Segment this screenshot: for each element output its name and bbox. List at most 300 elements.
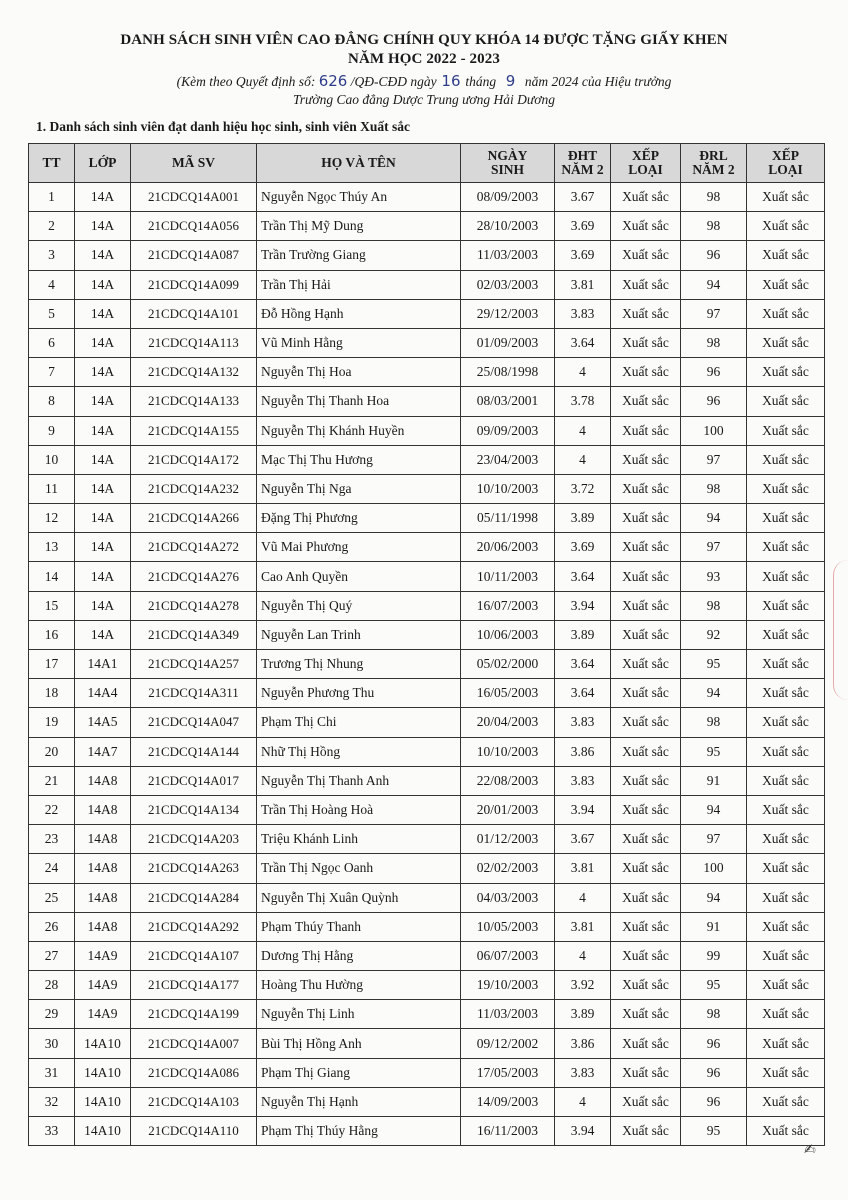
cell-xl2: Xuất sắc [747, 854, 825, 883]
cell-tt: 14 [29, 562, 75, 591]
cell-name: Vũ Minh Hằng [257, 328, 461, 357]
cell-drl: 91 [681, 766, 747, 795]
cell-tt: 33 [29, 1117, 75, 1146]
cell-lop: 14A9 [75, 941, 131, 970]
cell-drl: 98 [681, 1000, 747, 1029]
cell-name: Mạc Thị Thu Hương [257, 445, 461, 474]
cell-lop: 14A10 [75, 1087, 131, 1116]
table-row [29, 912, 825, 941]
cell-name: Dương Thị Hằng [257, 941, 461, 970]
cell-tt: 17 [29, 650, 75, 679]
cell-dob: 10/10/2003 [461, 737, 555, 766]
cell-code: 21CDCQ14A276 [131, 562, 257, 591]
cell-dht: 3.81 [555, 912, 611, 941]
decision-number: 626 [318, 72, 348, 90]
cell-drl: 97 [681, 533, 747, 562]
cell-xl2: Xuất sắc [747, 620, 825, 649]
cell-code: 21CDCQ14A113 [131, 328, 257, 357]
cell-lop: 14A [75, 358, 131, 387]
cell-name: Trần Thị Hoàng Hoà [257, 795, 461, 824]
cell-tt: 30 [29, 1029, 75, 1058]
cell-drl: 96 [681, 358, 747, 387]
cell-code: 21CDCQ14A017 [131, 766, 257, 795]
cell-name: Phạm Thị Chi [257, 708, 461, 737]
cell-tt: 31 [29, 1058, 75, 1087]
cell-xl1: Xuất sắc [611, 971, 681, 1000]
cell-name: Nguyễn Thị Hạnh [257, 1087, 461, 1116]
cell-code: 21CDCQ14A232 [131, 474, 257, 503]
section-title: 1. Danh sách sinh viên đạt danh hiệu học sinh, sinh viên Xuất sắc [36, 119, 410, 134]
cell-lop: 14A10 [75, 1058, 131, 1087]
cell-code: 21CDCQ14A110 [131, 1117, 257, 1146]
cell-dht: 4 [555, 445, 611, 474]
cell-name: Nguyễn Thị Linh [257, 1000, 461, 1029]
cell-xl1: Xuất sắc [611, 183, 681, 212]
table-row [29, 183, 825, 212]
cell-dob: 10/10/2003 [461, 474, 555, 503]
cell-name: Nguyễn Thị Khánh Huyền [257, 416, 461, 445]
cell-dht: 3.83 [555, 766, 611, 795]
cell-name: Trần Thị Ngọc Oanh [257, 854, 461, 883]
cell-lop: 14A [75, 183, 131, 212]
cell-name: Phạm Thị Thúy Hằng [257, 1117, 461, 1146]
cell-lop: 14A [75, 416, 131, 445]
cell-tt: 9 [29, 416, 75, 445]
cell-dob: 06/07/2003 [461, 941, 555, 970]
cell-tt: 20 [29, 737, 75, 766]
cell-drl: 98 [681, 591, 747, 620]
cell-drl: 96 [681, 1029, 747, 1058]
cell-dob: 11/03/2003 [461, 1000, 555, 1029]
cell-code: 21CDCQ14A134 [131, 795, 257, 824]
cell-dob: 25/08/1998 [461, 358, 555, 387]
cell-dht: 3.67 [555, 825, 611, 854]
cell-xl2: Xuất sắc [747, 679, 825, 708]
col-lop: LỚP [75, 144, 131, 183]
cell-dht: 3.86 [555, 1029, 611, 1058]
cell-xl1: Xuất sắc [611, 679, 681, 708]
cell-xl2: Xuất sắc [747, 299, 825, 328]
cell-name: Triệu Khánh Linh [257, 825, 461, 854]
cell-tt: 22 [29, 795, 75, 824]
cell-xl1: Xuất sắc [611, 620, 681, 649]
cell-dob: 20/04/2003 [461, 708, 555, 737]
cell-code: 21CDCQ14A107 [131, 941, 257, 970]
col-ngaysinh: NGÀY SINH [461, 144, 555, 183]
cell-tt: 5 [29, 299, 75, 328]
cell-name: Đỗ Hồng Hạnh [257, 299, 461, 328]
cell-tt: 16 [29, 620, 75, 649]
cell-drl: 94 [681, 504, 747, 533]
cell-dht: 3.92 [555, 971, 611, 1000]
cell-name: Nguyễn Lan Trinh [257, 620, 461, 649]
cell-drl: 100 [681, 854, 747, 883]
cell-dob: 16/05/2003 [461, 679, 555, 708]
cell-dht: 3.64 [555, 650, 611, 679]
cell-dht: 3.69 [555, 533, 611, 562]
cell-code: 21CDCQ14A199 [131, 1000, 257, 1029]
red-stamp-edge [833, 560, 848, 700]
cell-dob: 05/02/2000 [461, 650, 555, 679]
cell-xl2: Xuất sắc [747, 883, 825, 912]
cell-xl2: Xuất sắc [747, 766, 825, 795]
cell-code: 21CDCQ14A101 [131, 299, 257, 328]
col-dht: ĐHT NĂM 2 [555, 144, 611, 183]
table-row [29, 1000, 825, 1029]
cell-name: Phạm Thị Giang [257, 1058, 461, 1087]
cell-code: 21CDCQ14A284 [131, 883, 257, 912]
cell-xl1: Xuất sắc [611, 241, 681, 270]
cell-xl1: Xuất sắc [611, 708, 681, 737]
cell-lop: 14A [75, 212, 131, 241]
cell-dht: 3.89 [555, 1000, 611, 1029]
cell-lop: 14A9 [75, 1000, 131, 1029]
cell-drl: 97 [681, 825, 747, 854]
cell-xl2: Xuất sắc [747, 941, 825, 970]
table-row [29, 766, 825, 795]
cell-lop: 14A7 [75, 737, 131, 766]
cell-code: 21CDCQ14A203 [131, 825, 257, 854]
cell-lop: 14A [75, 504, 131, 533]
cell-lop: 14A [75, 299, 131, 328]
cell-lop: 14A [75, 533, 131, 562]
cell-xl1: Xuất sắc [611, 941, 681, 970]
cell-dht: 3.64 [555, 562, 611, 591]
table-row [29, 358, 825, 387]
cell-drl: 94 [681, 270, 747, 299]
cell-tt: 6 [29, 328, 75, 357]
cell-dob: 14/09/2003 [461, 1087, 555, 1116]
table-row [29, 241, 825, 270]
cell-xl2: Xuất sắc [747, 474, 825, 503]
cell-dht: 3.69 [555, 212, 611, 241]
cell-xl1: Xuất sắc [611, 212, 681, 241]
cell-xl2: Xuất sắc [747, 445, 825, 474]
table-header-row [29, 144, 825, 183]
cell-xl2: Xuất sắc [747, 912, 825, 941]
col-drl: ĐRL NĂM 2 [681, 144, 747, 183]
school-name: Trường Cao đẳng Dược Trung ương Hải Dương [293, 92, 555, 107]
cell-dht: 3.69 [555, 241, 611, 270]
cell-xl1: Xuất sắc [611, 270, 681, 299]
cell-dob: 01/09/2003 [461, 328, 555, 357]
cell-tt: 13 [29, 533, 75, 562]
table-row [29, 650, 825, 679]
cell-tt: 24 [29, 854, 75, 883]
table-row [29, 387, 825, 416]
cell-code: 21CDCQ14A172 [131, 445, 257, 474]
cell-drl: 94 [681, 795, 747, 824]
cell-tt: 23 [29, 825, 75, 854]
table-row [29, 854, 825, 883]
table-row [29, 328, 825, 357]
cell-drl: 98 [681, 474, 747, 503]
cell-dob: 05/11/1998 [461, 504, 555, 533]
cell-drl: 98 [681, 183, 747, 212]
table-row [29, 591, 825, 620]
cell-code: 21CDCQ14A007 [131, 1029, 257, 1058]
cell-tt: 8 [29, 387, 75, 416]
cell-name: Trần Thị Mỹ Dung [257, 212, 461, 241]
cell-tt: 10 [29, 445, 75, 474]
cell-drl: 96 [681, 241, 747, 270]
cell-tt: 28 [29, 971, 75, 1000]
cell-drl: 95 [681, 971, 747, 1000]
table-row [29, 1117, 825, 1146]
cell-xl1: Xuất sắc [611, 854, 681, 883]
cell-xl2: Xuất sắc [747, 241, 825, 270]
cell-lop: 14A [75, 562, 131, 591]
cell-drl: 91 [681, 912, 747, 941]
cell-xl1: Xuất sắc [611, 766, 681, 795]
cell-tt: 29 [29, 1000, 75, 1029]
col-xeploai-2: XẾP LOẠI [747, 144, 825, 183]
cell-dht: 4 [555, 416, 611, 445]
table-row [29, 883, 825, 912]
cell-xl1: Xuất sắc [611, 737, 681, 766]
cell-tt: 32 [29, 1087, 75, 1116]
cell-dob: 10/06/2003 [461, 620, 555, 649]
decision-text-a: (Kèm theo Quyết định số: [176, 74, 316, 89]
table-row [29, 445, 825, 474]
cell-dht: 3.94 [555, 1117, 611, 1146]
cell-xl1: Xuất sắc [611, 1000, 681, 1029]
cell-drl: 96 [681, 1087, 747, 1116]
cell-drl: 95 [681, 1117, 747, 1146]
cell-tt: 2 [29, 212, 75, 241]
cell-name: Đặng Thị Phương [257, 504, 461, 533]
cell-dht: 3.64 [555, 328, 611, 357]
cell-dob: 08/09/2003 [461, 183, 555, 212]
cell-tt: 15 [29, 591, 75, 620]
cell-lop: 14A8 [75, 912, 131, 941]
cell-xl2: Xuất sắc [747, 1087, 825, 1116]
cell-dob: 23/04/2003 [461, 445, 555, 474]
cell-tt: 7 [29, 358, 75, 387]
cell-xl2: Xuất sắc [747, 971, 825, 1000]
cell-dht: 4 [555, 358, 611, 387]
cell-dht: 3.72 [555, 474, 611, 503]
table-row [29, 1087, 825, 1116]
cell-xl2: Xuất sắc [747, 533, 825, 562]
cell-code: 21CDCQ14A278 [131, 591, 257, 620]
decision-text-c: tháng [465, 74, 497, 89]
document-title: DANH SÁCH SINH VIÊN CAO ĐẲNG CHÍNH QUY KHÓA 14 ĐƯỢC TẶNG GIẤY KHEN [120, 32, 728, 48]
cell-name: Nguyễn Thị Nga [257, 474, 461, 503]
col-xeploai-1: XẾP LOẠI [611, 144, 681, 183]
cell-name: Nguyễn Thị Xuân Quỳnh [257, 883, 461, 912]
cell-lop: 14A [75, 445, 131, 474]
cell-dht: 3.67 [555, 183, 611, 212]
table-row [29, 504, 825, 533]
cell-tt: 27 [29, 941, 75, 970]
cell-dht: 3.81 [555, 270, 611, 299]
cell-code: 21CDCQ14A272 [131, 533, 257, 562]
cell-name: Nguyễn Ngọc Thúy An [257, 183, 461, 212]
cell-xl2: Xuất sắc [747, 270, 825, 299]
cell-xl1: Xuất sắc [611, 1117, 681, 1146]
cell-lop: 14A8 [75, 795, 131, 824]
cell-code: 21CDCQ14A266 [131, 504, 257, 533]
cell-xl1: Xuất sắc [611, 1087, 681, 1116]
cell-xl1: Xuất sắc [611, 1029, 681, 1058]
table-row [29, 679, 825, 708]
cell-code: 21CDCQ14A132 [131, 358, 257, 387]
col-masv: MÃ SV [131, 144, 257, 183]
cell-xl1: Xuất sắc [611, 474, 681, 503]
cell-xl1: Xuất sắc [611, 416, 681, 445]
cell-name: Nguyễn Thị Quý [257, 591, 461, 620]
cell-code: 21CDCQ14A086 [131, 1058, 257, 1087]
cell-xl1: Xuất sắc [611, 1058, 681, 1087]
cell-name: Cao Anh Quyền [257, 562, 461, 591]
cell-xl1: Xuất sắc [611, 387, 681, 416]
cell-name: Trần Trường Giang [257, 241, 461, 270]
cell-xl2: Xuất sắc [747, 1058, 825, 1087]
cell-xl1: Xuất sắc [611, 591, 681, 620]
cell-xl1: Xuất sắc [611, 299, 681, 328]
cell-xl1: Xuất sắc [611, 795, 681, 824]
cell-dob: 16/07/2003 [461, 591, 555, 620]
cell-tt: 25 [29, 883, 75, 912]
cell-drl: 98 [681, 708, 747, 737]
table-row [29, 474, 825, 503]
cell-name: Nhữ Thị Hồng [257, 737, 461, 766]
cell-dob: 17/05/2003 [461, 1058, 555, 1087]
cell-lop: 14A8 [75, 854, 131, 883]
table-row [29, 795, 825, 824]
cell-dht: 4 [555, 941, 611, 970]
cell-xl1: Xuất sắc [611, 504, 681, 533]
cell-dob: 04/03/2003 [461, 883, 555, 912]
cell-dob: 10/11/2003 [461, 562, 555, 591]
cell-name: Nguyễn Thị Thanh Hoa [257, 387, 461, 416]
cell-drl: 98 [681, 328, 747, 357]
cell-tt: 12 [29, 504, 75, 533]
cell-lop: 14A10 [75, 1029, 131, 1058]
cell-xl1: Xuất sắc [611, 328, 681, 357]
cell-drl: 95 [681, 737, 747, 766]
cell-drl: 97 [681, 299, 747, 328]
cell-dob: 01/12/2003 [461, 825, 555, 854]
cell-xl1: Xuất sắc [611, 562, 681, 591]
cell-xl2: Xuất sắc [747, 328, 825, 357]
cell-xl1: Xuất sắc [611, 358, 681, 387]
cell-code: 21CDCQ14A311 [131, 679, 257, 708]
col-tt: TT [29, 144, 75, 183]
cell-code: 21CDCQ14A292 [131, 912, 257, 941]
cell-name: Vũ Mai Phương [257, 533, 461, 562]
cell-xl1: Xuất sắc [611, 533, 681, 562]
decision-day: 16 [441, 72, 461, 90]
cell-xl2: Xuất sắc [747, 212, 825, 241]
cell-code: 21CDCQ14A349 [131, 620, 257, 649]
cell-drl: 96 [681, 1058, 747, 1087]
decision-text-b: /QĐ-CĐD ngày [350, 74, 437, 89]
cell-dht: 3.94 [555, 591, 611, 620]
col-hoten: HỌ VÀ TÊN [257, 144, 461, 183]
cell-dht: 3.86 [555, 737, 611, 766]
cell-dht: 4 [555, 1087, 611, 1116]
cell-tt: 4 [29, 270, 75, 299]
cell-name: Hoàng Thu Hường [257, 971, 461, 1000]
table-row [29, 533, 825, 562]
cell-lop: 14A8 [75, 825, 131, 854]
cell-lop: 14A10 [75, 1117, 131, 1146]
cell-drl: 97 [681, 445, 747, 474]
school-year: NĂM HỌC 2022 - 2023 [348, 51, 500, 67]
cell-drl: 96 [681, 387, 747, 416]
cell-dob: 22/08/2003 [461, 766, 555, 795]
cell-lop: 14A [75, 620, 131, 649]
cell-xl2: Xuất sắc [747, 183, 825, 212]
table-row [29, 1029, 825, 1058]
student-table [28, 143, 825, 1146]
decision-reference [0, 72, 848, 90]
cell-lop: 14A4 [75, 679, 131, 708]
cell-lop: 14A [75, 328, 131, 357]
cell-dob: 19/10/2003 [461, 971, 555, 1000]
cell-code: 21CDCQ14A001 [131, 183, 257, 212]
cell-lop: 14A8 [75, 766, 131, 795]
initial-mark-icon: ✍ [804, 1142, 816, 1158]
decision-text-d: năm 2024 của Hiệu trưởng [524, 74, 672, 89]
cell-drl: 92 [681, 620, 747, 649]
cell-dob: 20/01/2003 [461, 795, 555, 824]
cell-xl2: Xuất sắc [747, 708, 825, 737]
table-row [29, 416, 825, 445]
table-row [29, 212, 825, 241]
cell-xl2: Xuất sắc [747, 562, 825, 591]
cell-lop: 14A8 [75, 883, 131, 912]
table-row [29, 971, 825, 1000]
cell-dht: 3.78 [555, 387, 611, 416]
table-row [29, 270, 825, 299]
cell-tt: 3 [29, 241, 75, 270]
cell-code: 21CDCQ14A177 [131, 971, 257, 1000]
cell-lop: 14A [75, 387, 131, 416]
cell-code: 21CDCQ14A257 [131, 650, 257, 679]
cell-xl2: Xuất sắc [747, 1117, 825, 1146]
cell-code: 21CDCQ14A087 [131, 241, 257, 270]
cell-code: 21CDCQ14A103 [131, 1087, 257, 1116]
cell-xl1: Xuất sắc [611, 650, 681, 679]
cell-lop: 14A9 [75, 971, 131, 1000]
cell-xl2: Xuất sắc [747, 416, 825, 445]
cell-lop: 14A [75, 591, 131, 620]
cell-xl2: Xuất sắc [747, 737, 825, 766]
cell-drl: 99 [681, 941, 747, 970]
cell-drl: 98 [681, 212, 747, 241]
decision-month: 9 [505, 72, 516, 90]
cell-tt: 11 [29, 474, 75, 503]
cell-xl2: Xuất sắc [747, 358, 825, 387]
cell-dob: 11/03/2003 [461, 241, 555, 270]
cell-code: 21CDCQ14A133 [131, 387, 257, 416]
cell-dob: 09/12/2002 [461, 1029, 555, 1058]
table-row [29, 825, 825, 854]
cell-name: Trương Thị Nhung [257, 650, 461, 679]
cell-xl2: Xuất sắc [747, 591, 825, 620]
cell-dht: 3.81 [555, 854, 611, 883]
cell-xl2: Xuất sắc [747, 825, 825, 854]
cell-code: 21CDCQ14A144 [131, 737, 257, 766]
cell-xl1: Xuất sắc [611, 445, 681, 474]
cell-dob: 29/12/2003 [461, 299, 555, 328]
cell-dob: 10/05/2003 [461, 912, 555, 941]
cell-xl1: Xuất sắc [611, 912, 681, 941]
cell-dht: 3.83 [555, 1058, 611, 1087]
